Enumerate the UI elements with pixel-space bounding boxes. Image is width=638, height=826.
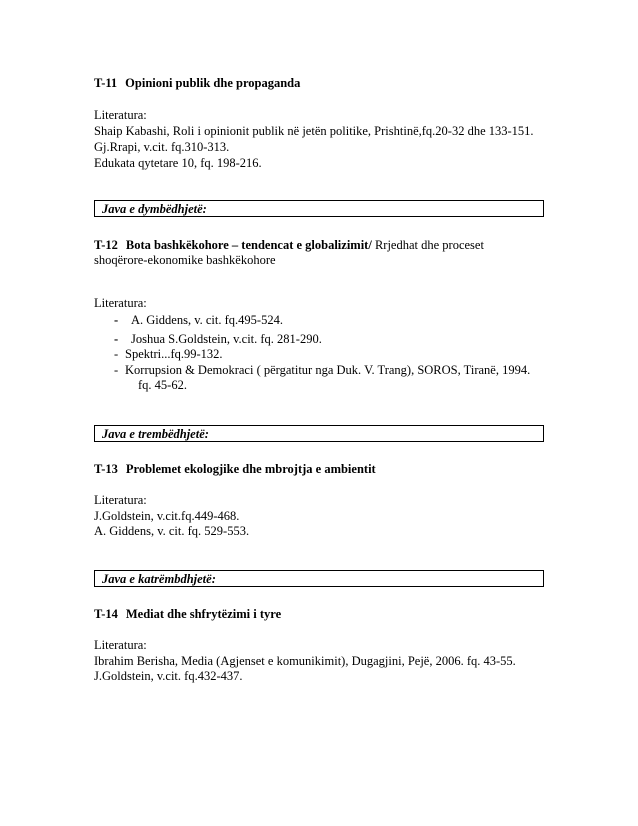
reference-item: Gj.Rrapi, v.cit. fq.310-313.	[94, 140, 230, 154]
bullet-dash: -	[114, 363, 119, 377]
reference-item: Ibrahim Berisha, Media (Agjenset e komunikimit), Dugagjini, Pejë, 2006. fq. 43-55.	[94, 654, 516, 668]
bullet-dash: -	[114, 313, 119, 327]
week-header-box	[94, 570, 544, 587]
reference-item: J.Goldstein, v.cit.fq.449-468.	[94, 509, 240, 523]
week-header-box	[94, 425, 544, 442]
topic-t14-heading	[94, 606, 281, 622]
topic-number: T-13	[94, 462, 118, 476]
topic-number: T-12	[94, 238, 118, 252]
reference-item: A. Giddens, v. cit. fq. 529-553.	[94, 524, 250, 538]
week-header-box	[94, 200, 544, 217]
topic-title-line2: shoqërore-ekonomike bashkëkohore	[94, 253, 276, 267]
topic-number: T-11	[94, 76, 118, 90]
literature-label: Literatura:	[94, 296, 147, 310]
document-page	[94, 0, 554, 826]
literature-label: Literatura:	[94, 493, 147, 507]
reference-item: Edukata qytetare 10, fq. 198-216.	[94, 156, 262, 170]
week-header-text: Java e dymbëdhjetë:	[102, 202, 207, 216]
reference-item: J.Goldstein, v.cit. fq.432-437.	[94, 669, 243, 683]
topic-title: Opinioni publik dhe propaganda	[125, 76, 301, 90]
list-item-text: Spektri...fq.99-132.	[125, 347, 223, 361]
list-item-text: Joshua S.Goldstein, v.cit. fq. 281-290.	[131, 332, 322, 346]
topic-title: Bota bashkëkohore – tendencat e globalizimit/	[125, 238, 372, 252]
list-item	[114, 362, 530, 378]
list-item	[114, 331, 322, 347]
topic-t13-heading	[94, 461, 376, 477]
week-header-text: Java e trembëdhjetë:	[102, 427, 209, 441]
list-item-text: A. Giddens, v. cit. fq.495-524.	[131, 313, 283, 327]
topic-number: T-14	[94, 607, 118, 621]
list-item-text: Korrupsion & Demokraci ( përgatitur nga Duk. V. Trang), SOROS, Tiranë, 1994.	[125, 363, 531, 377]
bullet-dash: -	[114, 332, 119, 346]
list-item-continuation: fq. 45-62.	[138, 378, 187, 392]
topic-title: Mediat dhe shfrytëzimi i tyre	[125, 607, 282, 621]
reference-item: Shaip Kabashi, Roli i opinionit publik në jetën politike, Prishtinë,fq.20-32 dhe 133-151.	[94, 124, 534, 138]
topic-title: Problemet ekologjike dhe mbrojtja e ambientit	[125, 462, 376, 476]
topic-t11-heading	[94, 75, 300, 91]
bullet-dash: -	[114, 347, 119, 361]
list-item	[114, 346, 223, 362]
literature-label: Literatura:	[94, 108, 147, 122]
week-header-text: Java e katrëmbdhjetë:	[102, 572, 216, 586]
literature-label: Literatura:	[94, 638, 147, 652]
topic-title-rest: Rrjedhat dhe proceset	[371, 238, 484, 252]
list-item	[114, 312, 283, 328]
topic-t12-heading	[94, 237, 484, 253]
